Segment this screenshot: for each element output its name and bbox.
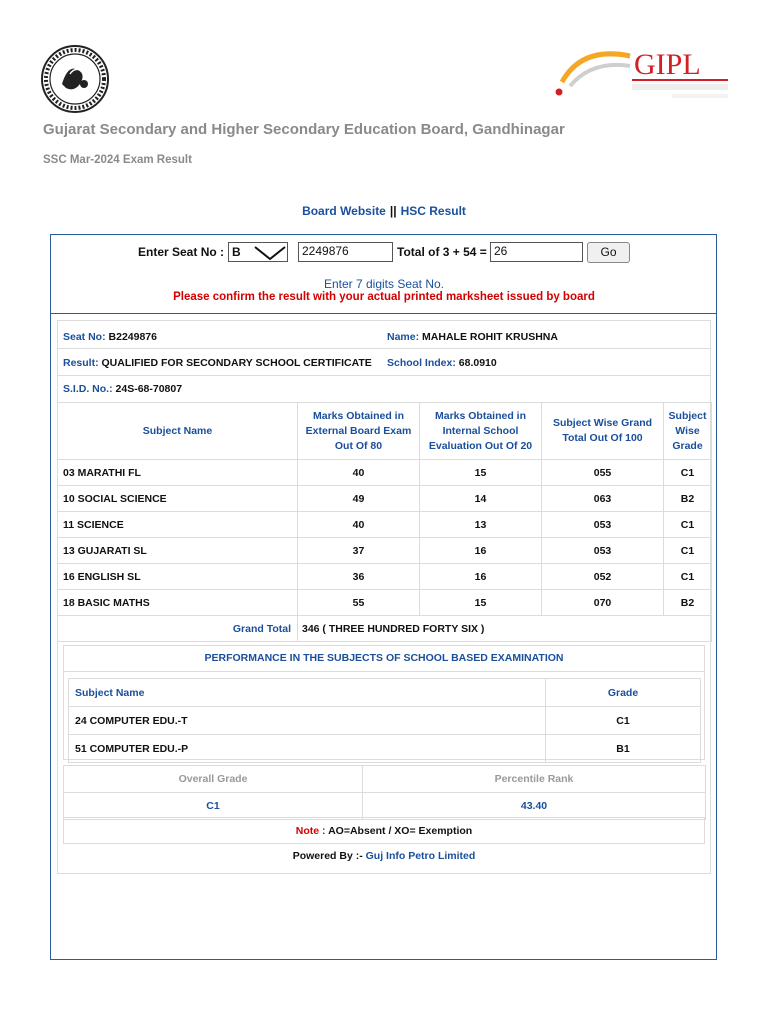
subject-name: 16 ENGLISH SL (58, 564, 298, 590)
powered-by-label: Powered By :- (292, 850, 363, 862)
overall-grade-label: Overall Grade (64, 766, 363, 793)
table-row (69, 735, 701, 763)
divider (57, 375, 711, 376)
subject-name: 11 SCIENCE (58, 512, 298, 538)
external-marks: 40 (298, 460, 420, 486)
seat-info-value: B2249876 (108, 331, 157, 343)
school-subject-grade: C1 (546, 707, 701, 735)
exam-title: SSC Mar-2024 Exam Result (43, 154, 192, 166)
table-row (58, 512, 712, 538)
hsc-result-link[interactable]: HSC Result (400, 204, 466, 218)
board-title: Gujarat Secondary and Higher Secondary Education Board, Gandhinagar (43, 121, 565, 138)
table-row (58, 590, 712, 616)
header-external-marks: Marks Obtained in External Board Exam Out Of 80 (298, 403, 420, 460)
subject-grade: C1 (664, 460, 712, 486)
top-links (0, 204, 768, 218)
external-marks: 49 (298, 486, 420, 512)
internal-marks: 15 (420, 590, 542, 616)
seat-series-select[interactable] (228, 242, 288, 262)
result-info (63, 357, 372, 369)
school-index-label: School Index: (387, 357, 456, 369)
overall-grade-value: C1 (64, 793, 363, 820)
subject-grade: B2 (664, 486, 712, 512)
external-marks: 40 (298, 512, 420, 538)
percentile-rank-value: 43.40 (363, 793, 706, 820)
internal-marks: 13 (420, 512, 542, 538)
table-row (58, 486, 712, 512)
board-website-link[interactable]: Board Website (302, 204, 386, 218)
table-row (58, 564, 712, 590)
internal-marks: 14 (420, 486, 542, 512)
external-marks: 55 (298, 590, 420, 616)
total-marks: 063 (542, 486, 664, 512)
gipl-logo (552, 44, 732, 104)
table-row (58, 538, 712, 564)
header-grand-total: Subject Wise Grand Total Out Of 100 (542, 403, 664, 460)
table-row (58, 460, 712, 486)
school-subject-name: 51 COMPUTER EDU.-P (69, 735, 546, 763)
school-header-subject: Subject Name (69, 679, 546, 707)
board-emblem-logo (40, 44, 110, 114)
seat-number-label: Enter Seat No : (138, 245, 225, 259)
seat-series-value: B (232, 245, 241, 259)
note-text: AO=Absent / XO= Exemption (328, 825, 473, 837)
internal-marks: 16 (420, 538, 542, 564)
overall-header-row (64, 766, 706, 793)
divider (57, 348, 711, 349)
subject-grade: B2 (664, 590, 712, 616)
internal-marks: 16 (420, 564, 542, 590)
captcha-answer-input[interactable]: 26 (490, 242, 583, 262)
svg-text:GIPL: GIPL (634, 48, 701, 81)
go-button[interactable]: Go (587, 242, 630, 263)
link-separator: || (389, 204, 397, 218)
search-section-divider (50, 313, 717, 314)
powered-by (0, 850, 768, 862)
grand-total-row (58, 616, 712, 642)
note-label: Note : (295, 825, 326, 837)
subject-name: 18 BASIC MATHS (58, 590, 298, 616)
sid-value: 24S-68-70807 (115, 383, 183, 395)
overall-result-table (63, 765, 706, 820)
school-header-row (69, 679, 701, 707)
subject-grade: C1 (664, 512, 712, 538)
chevron-down-icon (253, 245, 287, 261)
header-subject-name: Subject Name (58, 403, 298, 460)
subject-name: 13 GUJARATI SL (58, 538, 298, 564)
grand-total-value: 346 ( THREE HUNDRED FORTY SIX ) (298, 616, 712, 642)
total-marks: 070 (542, 590, 664, 616)
name-label: Name: (387, 331, 420, 343)
sid-label: S.I.D. No.: (63, 383, 113, 395)
school-index-value: 68.0910 (458, 357, 497, 369)
school-index-info (387, 357, 497, 369)
powered-by-link[interactable]: Guj Info Petro Limited (365, 850, 476, 862)
seat-info (63, 331, 157, 343)
confirmation-warning: Please confirm the result with your actual printed marksheet issued by board (173, 291, 595, 303)
table-row (69, 707, 701, 735)
header-internal-marks: Marks Obtained in Internal School Evaluation Out Of 20 (420, 403, 542, 460)
name-value: MAHALE ROHIT KRUSHNA (422, 331, 558, 343)
total-marks: 052 (542, 564, 664, 590)
grand-total-label: Grand Total (58, 616, 298, 642)
header-subject-grade: Subject Wise Grade (664, 403, 712, 460)
total-marks: 053 (542, 512, 664, 538)
school-subject-grade: B1 (546, 735, 701, 763)
school-header-grade: Grade (546, 679, 701, 707)
result-label: Result: (63, 357, 99, 369)
note (63, 817, 705, 844)
subject-name: 10 SOCIAL SCIENCE (58, 486, 298, 512)
external-marks: 36 (298, 564, 420, 590)
overall-value-row (64, 793, 706, 820)
sid-info (63, 383, 182, 395)
total-marks: 053 (542, 538, 664, 564)
seat-number-hint: Enter 7 digits Seat No. (323, 277, 445, 291)
school-based-table (68, 678, 701, 763)
marks-table (57, 402, 712, 642)
seat-info-label: Seat No: (63, 331, 106, 343)
captcha-label: Total of 3 + 54 = (397, 245, 487, 259)
marks-header-row (58, 403, 712, 460)
name-info (387, 331, 558, 343)
subject-grade: C1 (664, 538, 712, 564)
result-value: QUALIFIED FOR SECONDARY SCHOOL CERTIFICATE (101, 357, 372, 369)
seat-number-input[interactable]: 2249876 (298, 242, 393, 262)
subject-grade: C1 (664, 564, 712, 590)
internal-marks: 15 (420, 460, 542, 486)
total-marks: 055 (542, 460, 664, 486)
external-marks: 37 (298, 538, 420, 564)
school-based-title: PERFORMANCE IN THE SUBJECTS OF SCHOOL BASED EXAMINATION (63, 645, 705, 672)
percentile-rank-label: Percentile Rank (363, 766, 706, 793)
school-subject-name: 24 COMPUTER EDU.-T (69, 707, 546, 735)
subject-name: 03 MARATHI FL (58, 460, 298, 486)
